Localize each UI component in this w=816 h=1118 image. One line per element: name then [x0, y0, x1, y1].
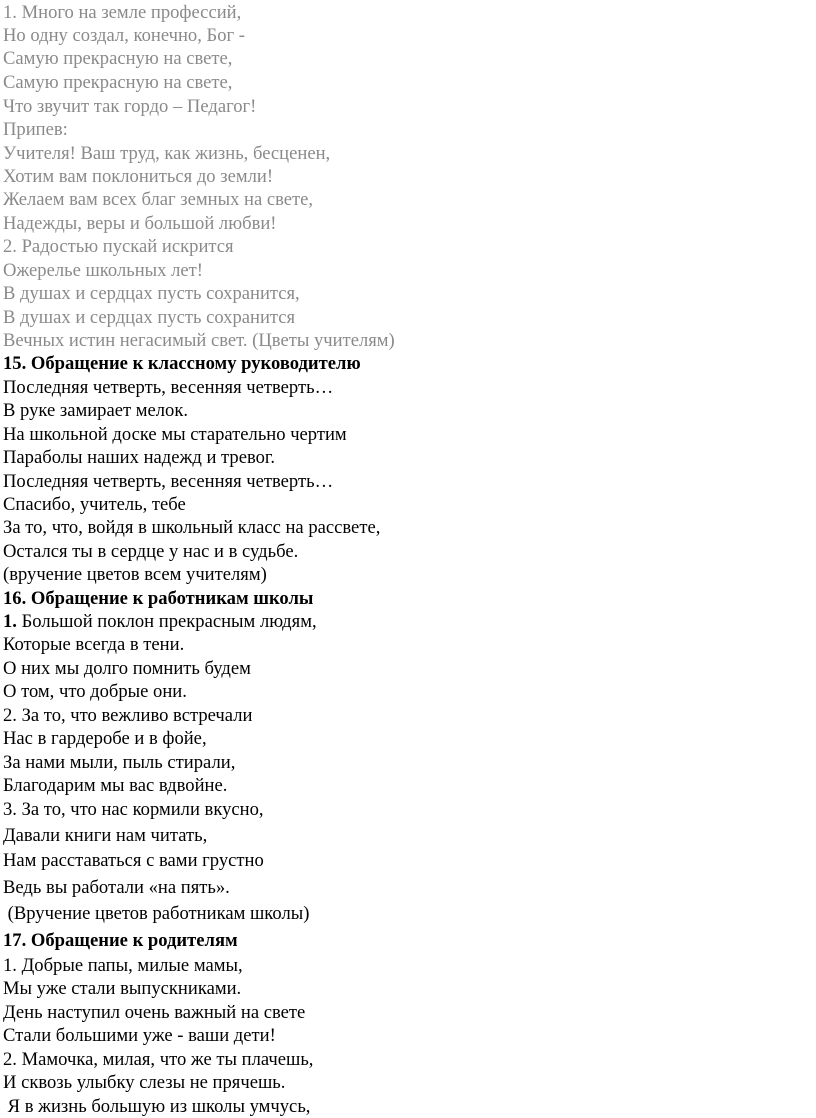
- text-line: Мы уже стали выпускниками.: [3, 978, 242, 999]
- text-line: Благодарим мы вас вдвойне.: [3, 775, 228, 796]
- text-line: Остался ты в сердце у нас и в судьбе.: [3, 541, 299, 562]
- text-line: В руке замирает мелок.: [3, 400, 189, 421]
- line-text: Большой поклон прекрасным людям,: [16, 611, 317, 632]
- text-line: Давали книги нам читать,: [3, 825, 208, 846]
- text-line: 3. За то, что нас кормили вкусно,: [3, 799, 264, 820]
- text-line: Параболы наших надежд и тревог.: [3, 447, 276, 468]
- text-line: Ведь вы работали «на пять».: [3, 877, 230, 898]
- text-line: 2. За то, что вежливо встречали: [3, 705, 253, 726]
- text-line: В душах и сердцах пусть сохранится: [3, 307, 296, 328]
- text-line: Самую прекрасную на свете,: [3, 72, 233, 93]
- section-heading: 16. Обращение к работникам школы: [3, 588, 314, 609]
- text-line: О том, что добрые они.: [3, 681, 187, 702]
- text-line: 1. Много на земле профессий,: [3, 2, 242, 23]
- text-line: Вечных истин негасимый свет. (Цветы учителям): [3, 330, 395, 351]
- text-line: И сквозь улыбку слезы не прячешь.: [3, 1072, 286, 1093]
- text-line: Я в жизнь большую из школы умчусь,: [3, 1096, 311, 1117]
- text-line: На школьной доске мы старательно чертим: [3, 424, 347, 445]
- section-heading: 15. Обращение к классному руководителю: [3, 353, 361, 374]
- text-line: Стали большими уже - ваши дети!: [3, 1025, 276, 1046]
- text-line: Надежды, веры и большой любви!: [3, 213, 277, 234]
- text-line: (вручение цветов всем учителям): [3, 564, 267, 585]
- text-line: Ожерелье школьных лет!: [3, 260, 203, 281]
- text-line: Припев:: [3, 119, 68, 140]
- text-line: За нами мыли, пыль стирали,: [3, 752, 236, 773]
- text-line: 2. Мамочка, милая, что же ты плачешь,: [3, 1049, 314, 1070]
- text-line: В душах и сердцах пусть сохранится,: [3, 283, 300, 304]
- text-line: Которые всегда в тени.: [3, 634, 185, 655]
- text-line: О них мы долго помнить будем: [3, 658, 251, 679]
- text-line: 1. Добрые папы, милые мамы,: [3, 955, 243, 976]
- text-line: Что звучит так гордо – Педагог!: [3, 96, 257, 117]
- text-line: Учителя! Ваш труд, как жизнь, бесценен,: [3, 143, 331, 164]
- text-line: 2. Радостью пускай искрится: [3, 236, 234, 257]
- verse-number: 1.: [3, 611, 17, 632]
- text-line: Желаем вам всех благ земных на свете,: [3, 189, 314, 210]
- text-line: Но одну создал, конечно, Бог -: [3, 25, 245, 46]
- text-line: За то, что, войдя в школьный класс на рассвете,: [3, 517, 381, 538]
- text-line: [3, 610, 317, 633]
- text-line: День наступил очень важный на свете: [3, 1002, 306, 1023]
- text-line: Последняя четверть, весенняя четверть…: [3, 471, 334, 492]
- text-line: Последняя четверть, весенняя четверть…: [3, 377, 334, 398]
- text-line: Спасибо, учитель, тебе: [3, 494, 186, 515]
- text-line: Хотим вам поклониться до земли!: [3, 166, 274, 187]
- text-line: Самую прекрасную на свете,: [3, 48, 233, 69]
- section-heading: 17. Обращение к родителям: [3, 930, 238, 951]
- text-line: Нам расставаться с вами грустно: [3, 850, 264, 871]
- text-line: (Вручение цветов работникам школы): [3, 903, 310, 924]
- text-line: Нас в гардеробе и в фойе,: [3, 728, 207, 749]
